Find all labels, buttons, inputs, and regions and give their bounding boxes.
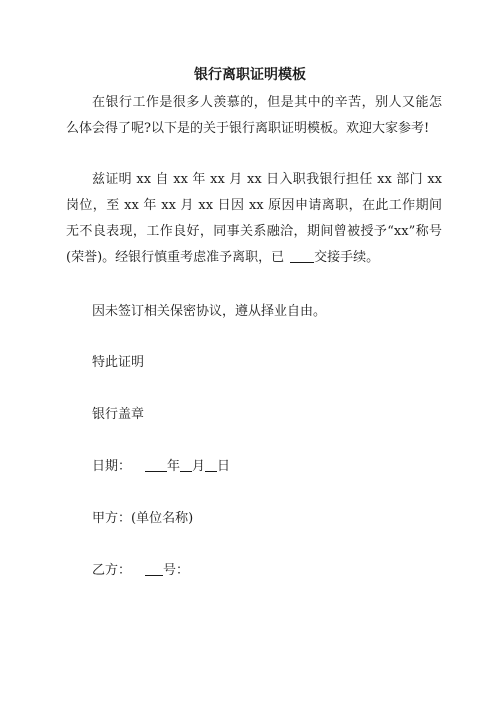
bank-seal-line: 银行盖章: [92, 407, 145, 422]
date-label: 日期：: [92, 459, 132, 474]
intro-paragraph: 在银行工作是很多人羡慕的，但是其中的辛苦，别人又能怎么体会得了呢?以下是的关于银行离职证明模板。欢迎大家参考!: [66, 95, 442, 136]
party-b-label: 乙方：: [92, 563, 132, 578]
party-b-blank: [145, 561, 163, 576]
certify-line: 特此证明: [92, 355, 145, 370]
date-year-blank: [145, 457, 167, 472]
secret-clause: 因未签订相关保密协议，遵从择业自由。: [92, 304, 327, 319]
body-end-text: 交接手续。: [314, 250, 380, 265]
party-a-line: 甲方：(单位名称): [92, 511, 194, 526]
date-month-blank: [180, 457, 192, 472]
date-month-label: 月: [192, 459, 206, 474]
party-b-suffix: 号：: [163, 563, 190, 578]
date-day-blank: [205, 457, 217, 472]
date-year-label: 年: [167, 459, 181, 474]
date-day-label: 日: [217, 459, 231, 474]
document-title: 银行离职证明模板: [194, 67, 306, 83]
party-b-line: [92, 561, 189, 581]
body-main-text: 兹证明 xx 自 xx 年 xx 月 xx 日入职我银行担任 xx 部门 xx 岗位，至 xx 年 xx 月 xx 日因 xx 原因申请离职，在此工作期间无不良表现，工作良好，同事关系融洽，期间曾被授予“xx”称号(荣誉)。经银行慎重考虑准予离职，已: [66, 172, 442, 265]
handover-blank: [290, 248, 314, 263]
date-line: [92, 457, 230, 477]
body-paragraph: [66, 167, 442, 271]
